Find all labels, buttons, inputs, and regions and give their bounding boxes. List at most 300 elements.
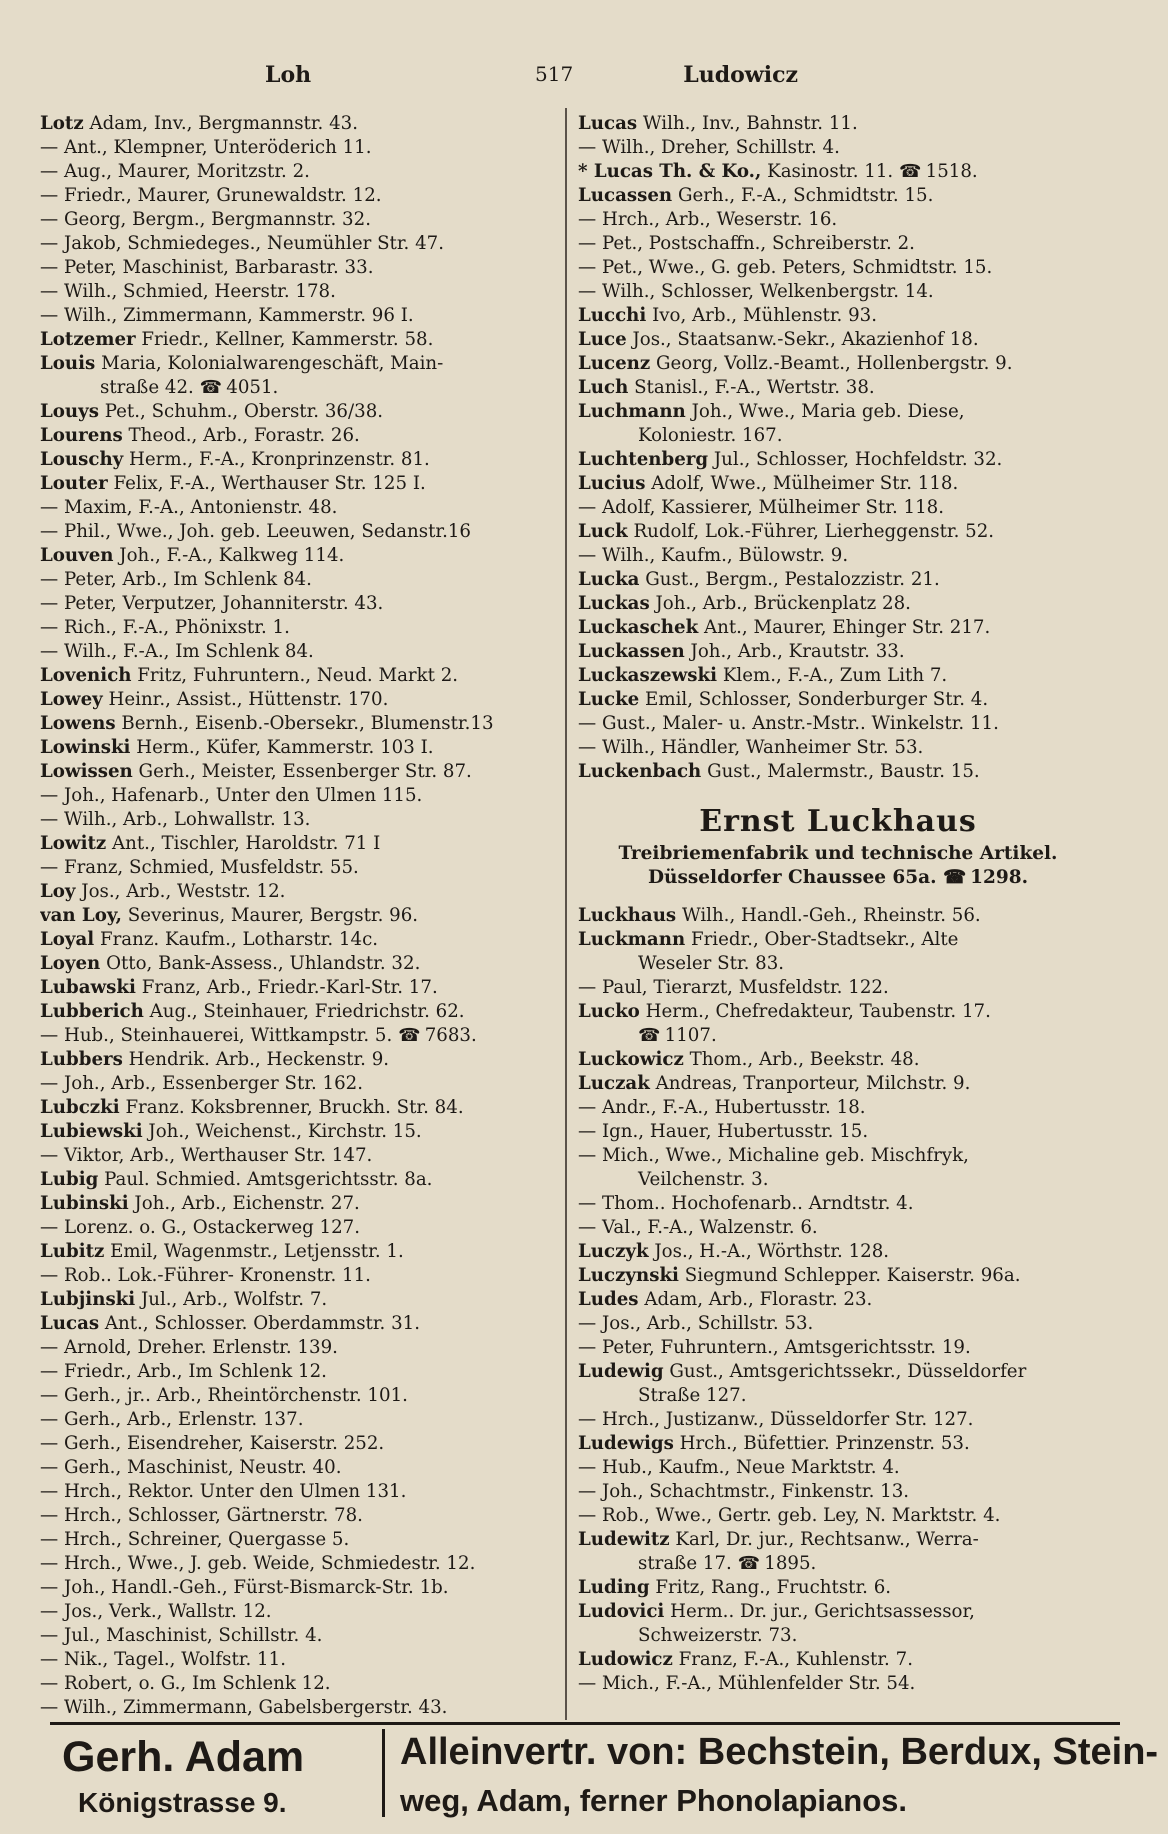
directory-entry [40, 760, 560, 784]
entry-details: Koloniestr. 167. [638, 425, 783, 446]
directory-entry [40, 1072, 560, 1096]
entry-details: — Hrch., Schreiner, Quergasse 5. [40, 1529, 350, 1550]
directory-entry [578, 904, 1098, 928]
directory-entry [40, 1408, 560, 1432]
directory-entry [40, 1504, 560, 1528]
directory-entry [40, 1552, 560, 1576]
directory-entry [40, 1216, 560, 1240]
directory-entry [40, 1240, 560, 1264]
directory-entry [578, 1336, 1098, 1360]
directory-entry [40, 616, 560, 640]
entry-details: Aug., Steinhauer, Friedrichstr. 62. [143, 1001, 465, 1022]
directory-entry [40, 1384, 560, 1408]
directory-entry [40, 880, 560, 904]
entry-details: Karl, Dr. jur., Rechtsanw., Werra- [669, 1529, 979, 1550]
entry-details: — Georg, Bergm., Bergmannstr. 32. [40, 209, 371, 230]
directory-entry [578, 1072, 1098, 1096]
entry-details: — Wilh., Schlosser, Welkenbergstr. 14. [578, 281, 934, 302]
directory-entry [578, 1504, 1098, 1528]
directory-entry [578, 1192, 1098, 1216]
entry-surname: Luczyk [578, 1241, 649, 1262]
directory-entry [40, 592, 560, 616]
entry-details: — Wilh., Zimmermann, Gabelsbergerstr. 43. [40, 1697, 448, 1718]
entry-surname: Ludowicz [578, 1649, 673, 1670]
right-column-bottom [578, 904, 1098, 1696]
entry-surname: Luch [578, 377, 629, 398]
entry-details: Theod., Arb., Forastr. 26. [122, 425, 360, 446]
directory-entry [40, 304, 560, 328]
entry-details: Joh., F.-A., Kalkweg 114. [113, 545, 345, 566]
entry-details: — Andr., F.-A., Hubertusstr. 18. [578, 1097, 866, 1118]
entry-surname: Luding [578, 1577, 650, 1598]
header-right-keyword: Ludowicz [683, 62, 798, 88]
entry-details: Jos., H.-A., Wörthstr. 128. [648, 1241, 890, 1262]
entry-details: — Wilh., Dreher, Schillstr. 4. [578, 137, 840, 158]
entry-details: Joh., Arb., Krautstr. 33. [684, 641, 905, 662]
directory-entry [40, 496, 560, 520]
directory-entry [578, 1168, 1098, 1192]
entry-details: — Hrch., Arb., Weserstr. 16. [578, 209, 838, 230]
entry-details: — Franz, Schmied, Musfeldstr. 55. [40, 857, 359, 878]
directory-entry [578, 1144, 1098, 1168]
entry-details: Jul., Arb., Wolfstr. 7. [135, 1289, 328, 1310]
directory-entry [578, 160, 1098, 184]
entry-details: — Rob., Wwe., Gertr. geb. Ley, N. Marktstr. 4. [578, 1505, 1001, 1526]
entry-details: — Gerh., jr.. Arb., Rheintörchenstr. 101. [40, 1385, 408, 1406]
entry-details: Ant., Tischler, Haroldstr. 71 I [106, 833, 381, 854]
entry-details: — Wilh., Kaufm., Bülowstr. 9. [578, 545, 849, 566]
entry-details: Herm., F.-A., Kronprinzenstr. 81. [123, 449, 430, 470]
entry-details: — Nik., Tagel., Wolfstr. 11. [40, 1649, 286, 1670]
entry-surname: Lowens [40, 713, 116, 734]
entry-surname: Louis [40, 353, 96, 374]
entry-details: — Wilh., Händler, Wanheimer Str. 53. [578, 737, 924, 758]
directory-entry [40, 1120, 560, 1144]
entry-details: Hendrik. Arb., Heckenstr. 9. [122, 1049, 390, 1070]
entry-details: — Jos., Verk., Wallstr. 12. [40, 1601, 272, 1622]
header-left-keyword: Loh [265, 62, 312, 88]
entry-details: — Val., F.-A., Walzenstr. 6. [578, 1217, 818, 1238]
bottom-ad-name: Gerh. Adam [62, 1733, 305, 1781]
directory-entry [578, 112, 1098, 136]
entry-details: — Peter, Fuhruntern., Amtsgerichtsstr. 19. [578, 1337, 971, 1358]
directory-entry [40, 1672, 560, 1696]
directory-entry [578, 472, 1098, 496]
entry-details: Gerh., Meister, Essenberger Str. 87. [132, 761, 472, 782]
entry-details: — Mich., F.-A., Mühlenfelder Str. 54. [578, 1673, 916, 1694]
entry-surname: Louschy [40, 449, 124, 470]
entry-details: Pet., Schuhm., Oberstr. 36/38. [98, 401, 384, 422]
directory-entry [578, 1456, 1098, 1480]
ad-line2 [578, 866, 1098, 890]
entry-details: Veilchenstr. 3. [638, 1169, 769, 1190]
page-header [40, 62, 1128, 92]
entry-phone-number: 4051. [226, 377, 279, 398]
entry-details: — Aug., Maurer, Moritzstr. 2. [40, 161, 310, 182]
directory-entry [578, 976, 1098, 1000]
directory-entry [40, 1168, 560, 1192]
directory-entry [40, 256, 560, 280]
entry-surname: Lucko [578, 1001, 640, 1022]
entry-details: — Wilh., Arb., Lohwallstr. 13. [40, 809, 311, 830]
luckhaus-advertisement [578, 802, 1098, 890]
entry-details: Bernh., Eisenb.-Obersekr., Blumenstr.13 [115, 713, 494, 734]
entry-details: — Gerh., Eisendreher, Kaiserstr. 252. [40, 1433, 385, 1454]
directory-entry [578, 376, 1098, 400]
entry-surname: Lotz [40, 113, 84, 134]
entry-details: — Wilh., Zimmermann, Kammerstr. 96 I. [40, 305, 414, 326]
entry-surname: Lubiewski [40, 1121, 143, 1142]
directory-entry [578, 1312, 1098, 1336]
directory-entry [40, 280, 560, 304]
directory-entry [40, 208, 560, 232]
entry-details: Herm.. Dr. jur., Gerichtsassessor, [664, 1601, 975, 1622]
entry-details: Adam, Arb., Florastr. 23. [638, 1289, 873, 1310]
directory-entry [578, 1288, 1098, 1312]
directory-entry [40, 400, 560, 424]
directory-entry [578, 1672, 1098, 1696]
directory-entry [40, 1096, 560, 1120]
directory-entry [40, 1432, 560, 1456]
directory-entry [40, 1600, 560, 1624]
directory-entry [40, 904, 560, 928]
directory-entry [40, 808, 560, 832]
entry-details: — Peter, Verputzer, Johanniterstr. 43. [40, 593, 384, 614]
entry-surname: Luckenbach [578, 761, 702, 782]
directory-entry [578, 328, 1098, 352]
directory-entry [578, 496, 1098, 520]
directory-entry [40, 184, 560, 208]
directory-entry [578, 400, 1098, 424]
entry-details: — Gerh., Arb., Erlenstr. 137. [40, 1409, 304, 1430]
entry-details: — Mich., Wwe., Michaline geb. Mischfryk, [578, 1145, 969, 1166]
entry-surname: Luczynski [578, 1265, 679, 1286]
entry-details: straße 42. [100, 377, 200, 398]
entry-surname: Louter [40, 473, 108, 494]
entry-details: Ant., Schlosser. Oberdammstr. 31. [99, 1313, 421, 1334]
entry-details: Franz. Kaufm., Lotharstr. 14c. [94, 929, 379, 950]
directory-entry [578, 136, 1098, 160]
bottom-ad-line1: Alleinvertr. von: Bechstein, Berdux, Stein- [400, 1731, 1159, 1773]
entry-details: — Paul, Tierarzt, Musfeldstr. 122. [578, 977, 889, 998]
directory-entry [578, 1552, 1098, 1576]
directory-entry [40, 472, 560, 496]
entry-details: Paul. Schmied. Amtsgerichtsstr. 8a. [98, 1169, 433, 1190]
directory-entry [578, 616, 1098, 640]
entry-details: Otto, Bank-Assess., Uhlandstr. 32. [100, 953, 421, 974]
entry-details: Wilh., Handl.-Geh., Rheinstr. 56. [676, 905, 981, 926]
directory-entry [40, 1048, 560, 1072]
directory-entry [40, 568, 560, 592]
directory-entry [40, 328, 560, 352]
directory-entry [578, 688, 1098, 712]
directory-entry [578, 1096, 1098, 1120]
entry-details: Hrch., Büfettier. Prinzenstr. 53. [673, 1433, 970, 1454]
directory-entry [40, 160, 560, 184]
directory-entry [578, 1480, 1098, 1504]
directory-entry [40, 856, 560, 880]
directory-entry [40, 736, 560, 760]
entry-details: Joh., Arb., Brückenplatz 28. [649, 593, 911, 614]
directory-entry [578, 1408, 1098, 1432]
entry-surname: Ludewig [578, 1361, 664, 1382]
entry-details: Fritz, Rang., Fruchtstr. 6. [649, 1577, 892, 1598]
entry-details: Thom., Arb., Beekstr. 48. [683, 1049, 920, 1070]
directory-entry [40, 1360, 560, 1384]
entry-details: Georg, Vollz.-Beamt., Hollenbergstr. 9. [650, 353, 1013, 374]
entry-details: Franz. Koksbrenner, Bruckh. Str. 84. [119, 1097, 464, 1118]
directory-entry [40, 784, 560, 808]
directory-entry [40, 1000, 560, 1024]
entry-details: — Joh., Arb., Essenberger Str. 162. [40, 1073, 364, 1094]
directory-entry [578, 1024, 1098, 1048]
directory-entry [578, 184, 1098, 208]
entry-details: Stanisl., F.-A., Wertstr. 38. [628, 377, 875, 398]
entry-surname: Lotzemer [40, 329, 136, 350]
entry-surname: Lubinski [40, 1193, 129, 1214]
directory-entry [578, 520, 1098, 544]
entry-surname: Lubbers [40, 1049, 123, 1070]
directory-entry [578, 352, 1098, 376]
entry-phone-number: 1107. [664, 1025, 717, 1046]
phone-icon: ☎ [199, 377, 223, 398]
directory-entry [40, 544, 560, 568]
left-column [40, 112, 560, 1720]
directory-entry [578, 592, 1098, 616]
entry-details: — Hub., Steinhauerei, Wittkampstr. 5. [40, 1025, 399, 1046]
entry-surname: Lucchi [578, 305, 647, 326]
entry-surname: Louven [40, 545, 114, 566]
entry-phone-number: 1895. [764, 1553, 817, 1574]
ad-title: Ernst Luckhaus [699, 804, 977, 839]
entry-surname: Ludewigs [578, 1433, 674, 1454]
entry-surname: Louys [40, 401, 99, 422]
entry-details: — Gust., Maler- u. Anstr.-Mstr.. Winkelstr. 11. [578, 713, 999, 734]
directory-entry [40, 664, 560, 688]
entry-surname: Lucassen [578, 185, 673, 206]
ad-address: Düsseldorfer Chaussee 65a. [647, 867, 944, 888]
entry-details: — Joh., Schachtmstr., Finkenstr. 13. [578, 1481, 910, 1502]
entry-details: Jul., Schlosser, Hochfeldstr. 32. [708, 449, 1003, 470]
ad-line1: Treibriemenfabrik und technische Artikel. [618, 843, 1058, 864]
entry-details: Ant., Maurer, Ehinger Str. 217. [698, 617, 991, 638]
entry-details: — Ant., Klempner, Unteröderich 11. [40, 137, 372, 158]
entry-surname: Lowey [40, 689, 103, 710]
entry-details: — Hrch., Justizanw., Düsseldorfer Str. 127. [578, 1409, 974, 1430]
directory-entry [578, 1576, 1098, 1600]
directory-entry [40, 1528, 560, 1552]
entry-details: Kasinostr. 11. [761, 161, 899, 182]
phone-icon: ☎ [737, 1553, 761, 1574]
entry-details: — Adolf, Kassierer, Mülheimer Str. 118. [578, 497, 945, 518]
entry-surname: Lubawski [40, 977, 136, 998]
phone-icon: ☎ [638, 1025, 661, 1046]
entry-details: — Rich., F.-A., Phönixstr. 1. [40, 617, 290, 638]
entry-details: — Rob.. Lok.-Führer- Kronenstr. 11. [40, 1265, 371, 1286]
ad-phone: 1298. [970, 867, 1029, 888]
entry-surname: Lowissen [40, 761, 133, 782]
bottom-ad-street: Königstrasse 9. [78, 1787, 287, 1818]
directory-entry [578, 1648, 1098, 1672]
entry-details: straße 17. [638, 1553, 738, 1574]
entry-surname: Lucas [578, 113, 638, 134]
directory-entry [40, 424, 560, 448]
directory-entry [40, 976, 560, 1000]
entry-details: Ivo, Arb., Mühlenstr. 93. [646, 305, 878, 326]
entry-surname: Loyen [40, 953, 101, 974]
entry-details: Gust., Bergm., Pestalozzistr. 21. [639, 569, 940, 590]
directory-entry [578, 280, 1098, 304]
directory-entry [578, 1120, 1098, 1144]
entry-details: — Peter, Arb., Im Schlenk 84. [40, 569, 312, 590]
directory-entry [40, 232, 560, 256]
entry-surname: Ludes [578, 1289, 639, 1310]
entry-surname: Luchmann [578, 401, 686, 422]
directory-entry [578, 304, 1098, 328]
directory-entry [578, 952, 1098, 976]
directory-entry [40, 712, 560, 736]
entry-surname: Luckaszewski [578, 665, 718, 686]
directory-entry [40, 1264, 560, 1288]
entry-details: — Wilh., Schmied, Heerstr. 178. [40, 281, 336, 302]
directory-entry [578, 544, 1098, 568]
entry-details: — Jul., Maschinist, Schillstr. 4. [40, 1625, 323, 1646]
entry-details: Franz, F.-A., Kuhlenstr. 7. [672, 1649, 913, 1670]
entry-details: Rudolf, Lok.-Führer, Lierheggenstr. 52. [627, 521, 995, 542]
directory-entry [578, 208, 1098, 232]
directory-entry [40, 1288, 560, 1312]
entry-surname: Luckowicz [578, 1049, 684, 1070]
column-divider [565, 108, 567, 1720]
entry-surname: Luce [578, 329, 627, 350]
entry-surname: Lubczki [40, 1097, 120, 1118]
directory-entry [40, 832, 560, 856]
directory-entry [40, 688, 560, 712]
directory-entry [578, 928, 1098, 952]
directory-entry [578, 1000, 1098, 1024]
entry-details: Gust., Malermstr., Baustr. 15. [701, 761, 980, 782]
entry-details: Gust., Amtsgerichtssekr., Düsseldorfer [663, 1361, 1027, 1382]
directory-entry [578, 736, 1098, 760]
entry-details: — Robert, o. G., Im Schlenk 12. [40, 1673, 331, 1694]
directory-entry [578, 640, 1098, 664]
entry-details: — Joh., Handl.-Geh., Fürst-Bismarck-Str. 1b. [40, 1577, 449, 1598]
entry-details: — Thom.. Hochofenarb.. Arndtstr. 4. [578, 1193, 914, 1214]
entry-surname: Lovenich [40, 665, 132, 686]
entry-surname: Luckassen [578, 641, 685, 662]
entry-details: Emil, Wagenmstr., Letjensstr. 1. [104, 1241, 404, 1262]
entry-details: — Hub., Kaufm., Neue Marktstr. 4. [578, 1457, 900, 1478]
entry-details: — Jos., Arb., Schillstr. 53. [578, 1313, 814, 1334]
entry-details: — Pet., Postschaffn., Schreiberstr. 2. [578, 233, 915, 254]
entry-details: — Peter, Maschinist, Barbarastr. 33. [40, 257, 374, 278]
directory-entry [578, 1264, 1098, 1288]
phone-icon: ☎ [943, 867, 967, 888]
entry-details: Adolf, Wwe., Mülheimer Str. 118. [645, 473, 959, 494]
entry-details: Felix, F.-A., Werthauser Str. 125 I. [107, 473, 426, 494]
entry-surname: Luckhaus [578, 905, 677, 926]
directory-entry [578, 1240, 1098, 1264]
phone-icon: ☎ [398, 1025, 421, 1046]
directory-entry [40, 1024, 560, 1048]
entry-surname: Loyal [40, 929, 95, 950]
entry-surname: Lucius [578, 473, 646, 494]
entry-details: — Arnold, Dreher. Erlenstr. 139. [40, 1337, 338, 1358]
entry-surname: Lucas [40, 1313, 100, 1334]
directory-entry [40, 520, 560, 544]
directory-entry [40, 448, 560, 472]
bottom-advertisement [50, 1722, 1159, 1825]
directory-entry [578, 712, 1098, 736]
entry-surname: Lowitz [40, 833, 107, 854]
entry-details: — Phil., Wwe., Joh. geb. Leeuwen, Sedanstr.16 [40, 521, 472, 542]
entry-details: Franz, Arb., Friedr.-Karl-Str. 17. [135, 977, 438, 998]
entry-details: Jos., Arb., Weststr. 12. [75, 881, 286, 902]
entry-phone-number: 1518. [925, 161, 978, 182]
directory-entry [40, 1336, 560, 1360]
directory-entry [578, 256, 1098, 280]
entry-surname: * Lucas Th. & Ko., [578, 161, 762, 182]
entry-details: Weseler Str. 83. [638, 953, 785, 974]
entry-details: Schweizerstr. 73. [638, 1625, 798, 1646]
entry-details: — Ign., Hauer, Hubertusstr. 15. [578, 1121, 869, 1142]
directory-entry [40, 952, 560, 976]
entry-surname: Lubig [40, 1169, 99, 1190]
directory-entry [578, 1360, 1098, 1384]
directory-entry [578, 1432, 1098, 1456]
directory-entry [578, 568, 1098, 592]
directory-entry [40, 1624, 560, 1648]
directory-entry [578, 448, 1098, 472]
entry-details: Andreas, Tranporteur, Milchstr. 9. [649, 1073, 971, 1094]
entry-surname: Lucke [578, 689, 640, 710]
entry-details: — Viktor, Arb., Werthauser Str. 147. [40, 1145, 373, 1166]
entry-surname: Ludovici [578, 1601, 665, 1622]
entry-surname: Luck [578, 521, 628, 542]
directory-entry [40, 1144, 560, 1168]
entry-surname: Lucka [578, 569, 640, 590]
directory-entry [578, 664, 1098, 688]
entry-surname: Lowinski [40, 737, 131, 758]
entry-surname: Loy [40, 881, 76, 902]
directory-entry [40, 136, 560, 160]
entry-details: Maria, Kolonialwarengeschäft, Main- [95, 353, 444, 374]
entry-details: Heinr., Assist., Hüttenstr. 170. [102, 689, 389, 710]
entry-details: Klem., F.-A., Zum Lith 7. [717, 665, 948, 686]
entry-details: Siegmund Schlepper. Kaiserstr. 96a. [678, 1265, 1021, 1286]
directory-entry [40, 1480, 560, 1504]
directory-entry [40, 1696, 560, 1720]
directory-entry [40, 1192, 560, 1216]
bottom-ad-line2: weg, Adam, ferner Phonolapianos. [400, 1783, 907, 1818]
entry-details: — Maxim, F.-A., Antonienstr. 48. [40, 497, 338, 518]
bottom-ad-divider [382, 1729, 385, 1817]
directory-entry [40, 376, 560, 400]
entry-details: Wilh., Inv., Bahnstr. 11. [637, 113, 858, 134]
entry-details: — Joh., Hafenarb., Unter den Ulmen 115. [40, 785, 423, 806]
entry-details: Herm., Küfer, Kammerstr. 103 I. [130, 737, 434, 758]
entry-details: Joh., Wwe., Maria geb. Diese, [685, 401, 965, 422]
entry-details: — Wilh., F.-A., Im Schlenk 84. [40, 641, 314, 662]
directory-entry [578, 424, 1098, 448]
directory-entry [40, 1456, 560, 1480]
page-number: 517 [535, 62, 574, 86]
entry-details: — Friedr., Maurer, Grunewaldstr. 12. [40, 185, 382, 206]
entry-details: — Gerh., Maschinist, Neustr. 40. [40, 1457, 342, 1478]
directory-entry [578, 760, 1098, 784]
entry-details: — Hrch., Rektor. Unter den Ulmen 131. [40, 1481, 407, 1502]
entry-surname: Lubberich [40, 1001, 144, 1022]
